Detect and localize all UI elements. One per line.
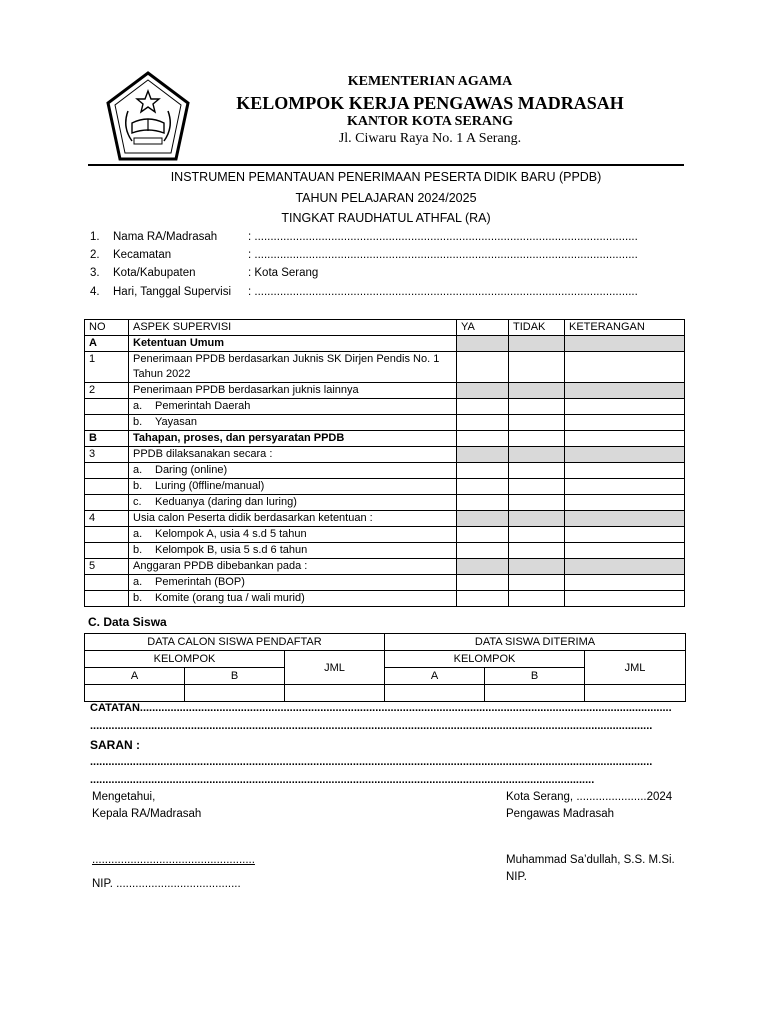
tidak-cell (509, 431, 565, 447)
table-row (85, 479, 685, 495)
ya-cell (457, 447, 509, 463)
ya-cell[interactable] (457, 352, 509, 383)
header-divider (88, 164, 684, 166)
supervision-table (84, 319, 685, 607)
tidak-cell[interactable] (509, 399, 565, 415)
row-number: 2 (85, 383, 129, 399)
left-sign-name[interactable]: ................................................... (92, 854, 255, 866)
table-row (85, 383, 685, 399)
row-number (85, 527, 129, 543)
kelompok-a-header: A (85, 668, 185, 685)
info-number: 2. (90, 249, 100, 261)
row-number: 3 (85, 447, 129, 463)
catatan-line[interactable]: ........................................................................................................................................................................................ (90, 720, 653, 732)
tidak-cell[interactable] (509, 591, 565, 607)
row-subitem (129, 575, 457, 591)
working-group-name: KELOMPOK KERJA PENGAWAS MADRASAH (236, 93, 624, 113)
subitem-text: Pemerintah (BOP) (155, 576, 245, 588)
row-subitem (129, 463, 457, 479)
row-subitem (129, 495, 457, 511)
tidak-cell[interactable] (509, 479, 565, 495)
table-row (85, 399, 685, 415)
input-cell[interactable] (485, 685, 585, 702)
subitem-letter: b. (133, 592, 143, 604)
table-row (85, 543, 685, 559)
right-sign-place-date: Kota Serang, ......................2024 (506, 791, 673, 803)
row-number (85, 479, 129, 495)
office-name: KANTOR KOTA SERANG (347, 114, 513, 129)
row-number (85, 495, 129, 511)
right-sign-nip: NIP. (506, 871, 527, 883)
keterangan-cell[interactable] (565, 543, 685, 559)
row-number (85, 591, 129, 607)
tidak-cell (509, 447, 565, 463)
row-aspect: Usia calon Peserta didik berdasarkan ketentuan : (129, 511, 457, 527)
input-cell[interactable] (385, 685, 485, 702)
input-cell[interactable] (585, 685, 686, 702)
kelompok-b-header: B (485, 668, 585, 685)
keterangan-cell[interactable] (565, 352, 685, 383)
info-value[interactable]: : ........................................................................................................................ (248, 231, 638, 243)
ya-cell (457, 431, 509, 447)
keterangan-cell (565, 511, 685, 527)
table-row (85, 559, 685, 575)
right-sign-name: Muhammad Sa’dullah, S.S. M.Si. (506, 854, 675, 866)
section-row (85, 336, 685, 352)
keterangan-cell (565, 336, 685, 352)
section-row (85, 431, 685, 447)
ya-cell[interactable] (457, 591, 509, 607)
pendaftar-header: DATA CALON SISWA PENDAFTAR (85, 634, 385, 651)
ministry-name: KEMENTERIAN AGAMA (347, 74, 513, 89)
ya-cell (457, 559, 509, 575)
row-number: 5 (85, 559, 129, 575)
subitem-text: Komite (orang tua / wali murid) (155, 592, 305, 604)
office-address: Jl. Ciwaru Raya No. 1 A Serang. (338, 131, 522, 146)
row-number (85, 575, 129, 591)
info-row (88, 249, 688, 267)
ya-cell[interactable] (457, 479, 509, 495)
tidak-cell[interactable] (509, 415, 565, 431)
info-number: 1. (90, 231, 100, 243)
keterangan-cell[interactable] (565, 495, 685, 511)
left-sign-nip[interactable]: NIP. ....................................... (92, 878, 241, 890)
row-subitem (129, 543, 457, 559)
section-letter: A (85, 336, 129, 352)
tidak-cell[interactable] (509, 527, 565, 543)
saran-label: SARAN : (90, 738, 140, 752)
info-row (88, 286, 688, 304)
row-number (85, 399, 129, 415)
section-letter: B (85, 431, 129, 447)
subitem-text: Kelompok A, usia 4 s.d 5 tahun (155, 528, 307, 540)
keterangan-cell (565, 431, 685, 447)
kelompok-b-header: B (185, 668, 285, 685)
subitem-letter: b. (133, 480, 143, 492)
kelompok-a-header: A (385, 668, 485, 685)
row-number (85, 415, 129, 431)
ya-cell (457, 383, 509, 399)
info-label: Kecamatan (113, 249, 172, 261)
jml-header: JML (585, 651, 686, 685)
header-no: NO (85, 320, 129, 336)
row-subitem (129, 527, 457, 543)
info-label: Nama RA/Madrasah (113, 231, 218, 243)
info-value[interactable]: : Kota Serang (248, 267, 319, 279)
document-title: INSTRUMEN PEMANTAUAN PENERIMAAN PESERTA DIDIK BARU (PPDB) (170, 170, 602, 184)
table-row (85, 495, 685, 511)
row-aspect: Penerimaan PPDB berdasarkan juknis lainnya (129, 383, 457, 399)
section-title: Tahapan, proses, dan persyaratan PPDB (129, 431, 457, 447)
input-cell[interactable] (85, 685, 185, 702)
catatan-line[interactable]: CATATAN.............................................................................................................................................................................. (90, 702, 672, 714)
diterima-header: DATA SISWA DITERIMA (385, 634, 686, 651)
table-row (85, 591, 685, 607)
ya-cell[interactable] (457, 527, 509, 543)
row-number: 1 (85, 352, 129, 383)
tidak-cell[interactable] (509, 352, 565, 383)
ya-cell[interactable] (457, 399, 509, 415)
subitem-text: Keduanya (daring dan luring) (155, 496, 297, 508)
subitem-text: Pemerintah Daerah (155, 400, 251, 412)
table-header-row (85, 320, 685, 336)
table-row (85, 447, 685, 463)
kelompok-header: KELOMPOK (85, 651, 285, 668)
section-title: Ketentuan Umum (129, 336, 457, 352)
ya-cell[interactable] (457, 543, 509, 559)
row-aspect: PPDB dilaksanakan secara : (129, 447, 457, 463)
keterangan-cell[interactable] (565, 575, 685, 591)
tidak-cell[interactable] (509, 495, 565, 511)
header-ya: YA (457, 320, 509, 336)
left-sign-caption: Mengetahui, (92, 791, 156, 803)
ya-cell (457, 336, 509, 352)
table-row (85, 511, 685, 527)
keterangan-cell[interactable] (565, 527, 685, 543)
kelompok-header: KELOMPOK (385, 651, 585, 668)
subitem-letter: b. (133, 416, 143, 428)
info-number: 4. (90, 286, 100, 298)
student-data-table (84, 633, 686, 702)
keterangan-cell (565, 559, 685, 575)
row-number: 4 (85, 511, 129, 527)
row-number (85, 463, 129, 479)
info-label: Kota/Kabupaten (113, 267, 196, 279)
keterangan-cell[interactable] (565, 591, 685, 607)
row-subitem (129, 479, 457, 495)
row-aspect: Anggaran PPDB dibebankan pada : (129, 559, 457, 575)
kemenag-logo (106, 71, 190, 163)
ya-cell[interactable] (457, 463, 509, 479)
header-aspect: ASPEK SUPERVISI (129, 320, 457, 336)
ya-cell (457, 511, 509, 527)
keterangan-cell (565, 447, 685, 463)
table-row (85, 575, 685, 591)
jml-header: JML (285, 651, 385, 685)
input-cell[interactable] (185, 685, 285, 702)
row-subitem (129, 415, 457, 431)
table-row (85, 415, 685, 431)
tidak-cell (509, 383, 565, 399)
header-tidak: TIDAK (509, 320, 565, 336)
subitem-text: Kelompok B, usia 5 s.d 6 tahun (155, 544, 308, 556)
tidak-cell[interactable] (509, 543, 565, 559)
subitem-letter: c. (133, 496, 142, 508)
saran-line[interactable]: ........................................................................................................................................................................................ (90, 756, 653, 768)
row-number (85, 543, 129, 559)
row-subitem (129, 399, 457, 415)
tidak-cell (509, 336, 565, 352)
subitem-letter: a. (133, 528, 143, 540)
subitem-text: Yayasan (155, 416, 197, 428)
saran-line[interactable]: ..................................................................................................................................................................... (90, 774, 595, 786)
keterangan-cell (565, 383, 685, 399)
info-number: 3. (90, 267, 100, 279)
ya-cell[interactable] (457, 495, 509, 511)
subitem-letter: a. (133, 400, 143, 412)
keterangan-cell[interactable] (565, 479, 685, 495)
left-sign-title: Kepala RA/Madrasah (92, 808, 202, 820)
tidak-cell (509, 559, 565, 575)
tidak-cell[interactable] (509, 575, 565, 591)
input-cell[interactable] (285, 685, 385, 702)
subitem-letter: b. (133, 544, 143, 556)
info-label: Hari, Tanggal Supervisi (113, 286, 232, 298)
row-aspect: Penerimaan PPDB berdasarkan Juknis SK Dirjen Pendis No. 1 Tahun 2022 (129, 352, 457, 383)
keterangan-cell[interactable] (565, 399, 685, 415)
info-row (88, 231, 688, 249)
subitem-text: Daring (online) (155, 464, 228, 476)
ya-cell[interactable] (457, 415, 509, 431)
info-value[interactable]: : ........................................................................................................................ (248, 286, 638, 298)
row-subitem (129, 591, 457, 607)
header-keterangan: KETERANGAN (565, 320, 685, 336)
subitem-text: Luring (0ffline/manual) (155, 480, 265, 492)
right-sign-title: Pengawas Madrasah (506, 808, 615, 820)
keterangan-cell[interactable] (565, 415, 685, 431)
tidak-cell (509, 511, 565, 527)
table-row (85, 463, 685, 479)
keterangan-cell[interactable] (565, 463, 685, 479)
tidak-cell[interactable] (509, 463, 565, 479)
subitem-letter: a. (133, 464, 143, 476)
school-level: TINGKAT RAUDHATUL ATHFAL (RA) (281, 211, 491, 225)
subitem-letter: a. (133, 576, 143, 588)
table-row (85, 352, 685, 383)
table-row (85, 527, 685, 543)
info-row (88, 267, 688, 285)
ya-cell[interactable] (457, 575, 509, 591)
info-value[interactable]: : ........................................................................................................................ (248, 249, 638, 261)
data-siswa-heading: C. Data Siswa (88, 615, 167, 629)
academic-year: TAHUN PELAJARAN 2024/2025 (295, 191, 477, 205)
